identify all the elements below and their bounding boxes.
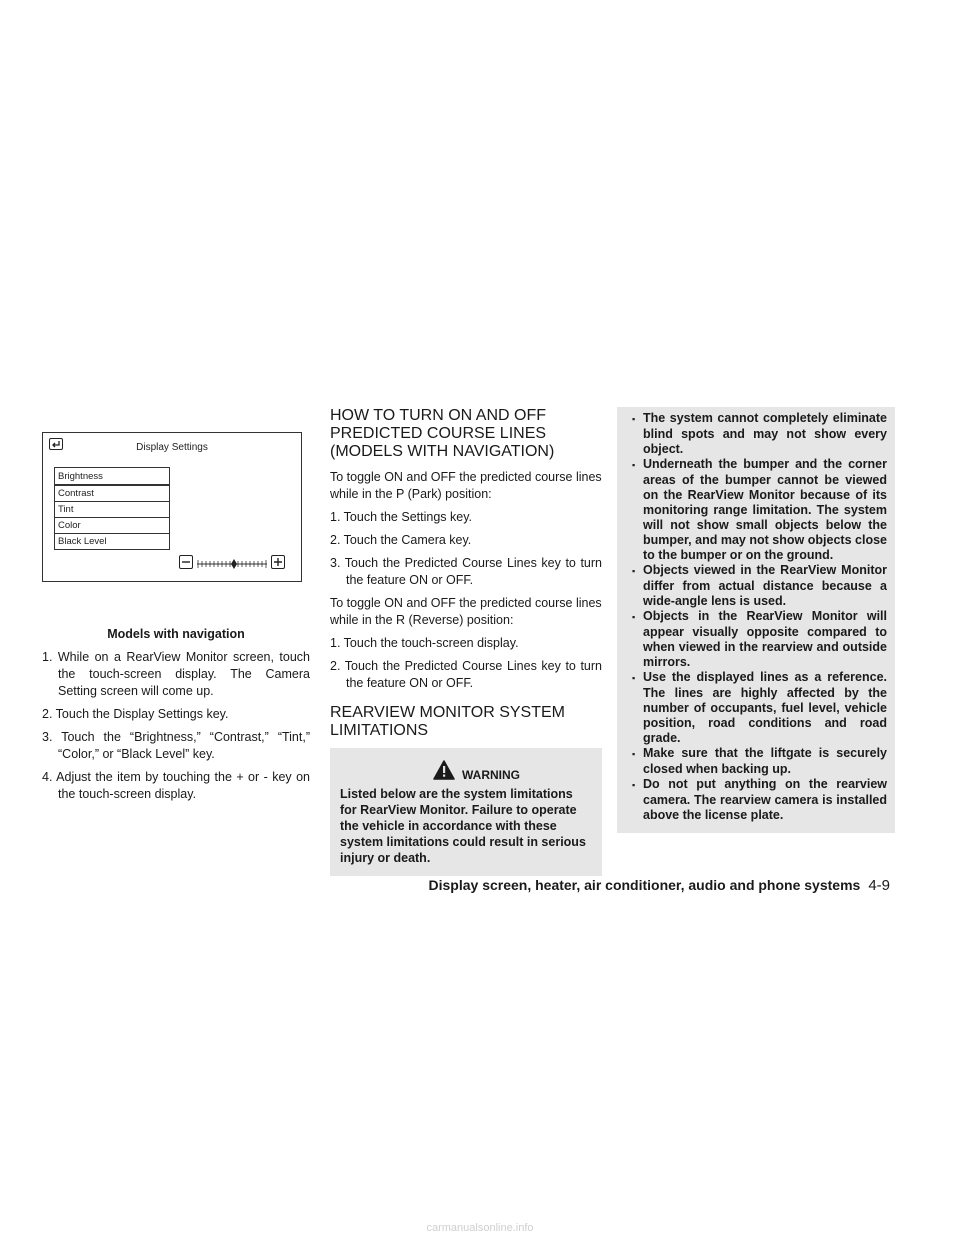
menu-item-brightness: Brightness (54, 467, 170, 486)
screen-header (43, 433, 301, 455)
page-footer (420, 877, 890, 894)
limitations-list (625, 411, 887, 823)
list-item: 2. Touch the Display Settings key. (42, 707, 229, 721)
warning-box (330, 748, 602, 876)
warning-icon (433, 760, 455, 791)
list-item: 1. Touch the touch-screen display. (330, 636, 519, 650)
reverse-intro: To toggle ON and OFF the predicted course lines while in the R (Reverse) position: (330, 596, 602, 627)
slider-track (197, 557, 267, 567)
minus-icon (179, 555, 193, 569)
figure-caption: Models with navigation (107, 627, 245, 641)
camera-setting-steps (42, 649, 310, 803)
slider-thumb-icon (231, 559, 237, 569)
plus-icon (271, 555, 285, 569)
list-item: ▪ Do not put anything on the rearview camera. The rearview camera is installed above the license plate. (625, 777, 887, 823)
warning-header (340, 760, 592, 782)
display-settings-screen-figure (42, 432, 302, 582)
screen-title: Display Settings (136, 442, 208, 453)
list-item: ▪ Objects viewed in the RearView Monitor differ from actual distance because a wide-angle lens is used. (625, 563, 887, 609)
page-number: 4-9 (868, 877, 890, 894)
watermark: carmanualsonline.info (426, 1222, 534, 1234)
list-item: ▪ Make sure that the liftgate is securely closed when backing up. (625, 746, 887, 777)
list-item: 2. Touch the Camera key. (330, 533, 472, 547)
list-item: ▪ The system cannot completely eliminate blind spots and may not show every object. (625, 411, 887, 457)
section-heading-course-lines: HOW TO TURN ON AND OFF PREDICTED COURSE LINES (MODELS WITH NAVIGATION) (330, 407, 555, 460)
reverse-steps (330, 635, 602, 692)
middle-column (330, 407, 602, 876)
list-item: 2. Touch the Predicted Course Lines key to turn the feature ON or OFF. (330, 659, 602, 690)
left-column (42, 432, 310, 809)
park-intro: To toggle ON and OFF the predicted course lines while in the P (Park) position: (330, 470, 602, 501)
menu-item-contrast: Contrast (54, 486, 170, 502)
warning-label: WARNING (462, 768, 520, 782)
warning-text: Listed below are the system limitations for RearView Monitor. Failure to operate the vehicle in accordance with these system limitations could result in serious injury or death. (340, 787, 586, 865)
list-item: 1. Touch the Settings key. (330, 510, 472, 524)
section-heading-limitations: REARVIEW MONITOR SYSTEM LIMITATIONS (330, 704, 565, 739)
list-item: ▪ Underneath the bumper and the corner areas of the bumper cannot be viewed on the RearView Monitor because of its monitoring range limitation. The system will not show small objects below the bumper, and may not show objects close to the bumper or on the ground. (625, 457, 887, 563)
list-item: 3. Touch the Predicted Course Lines key to turn the feature ON or OFF. (330, 556, 602, 587)
chapter-title: Display screen, heater, air conditioner, audio and phone systems (428, 877, 861, 893)
menu-item-black-level: Black Level (54, 534, 170, 550)
limitations-box (617, 407, 895, 833)
menu-item-color: Color (54, 518, 170, 534)
menu-item-tint: Tint (54, 502, 170, 518)
park-steps (330, 509, 602, 589)
list-item: 4. Adjust the item by touching the + or - key on the touch-screen display. (42, 770, 310, 801)
right-column (617, 407, 895, 833)
list-item: 3. Touch the “Brightness,” “Contrast,” “Tint,” “Color,” or “Black Level” key. (42, 730, 310, 761)
list-item: 1. While on a RearView Monitor screen, touch the touch-screen display. The Camera Setting screen will come up. (42, 650, 310, 698)
settings-menu (54, 467, 170, 550)
adjust-slider (179, 555, 285, 569)
list-item: ▪ Objects in the RearView Monitor will appear visually opposite compared to when viewed in the rearview and outside mirrors. (625, 609, 887, 670)
list-item: ▪ Use the displayed lines as a reference. The lines are highly affected by the number of occupants, fuel level, vehicle position, road conditions and road grade. (625, 670, 887, 746)
